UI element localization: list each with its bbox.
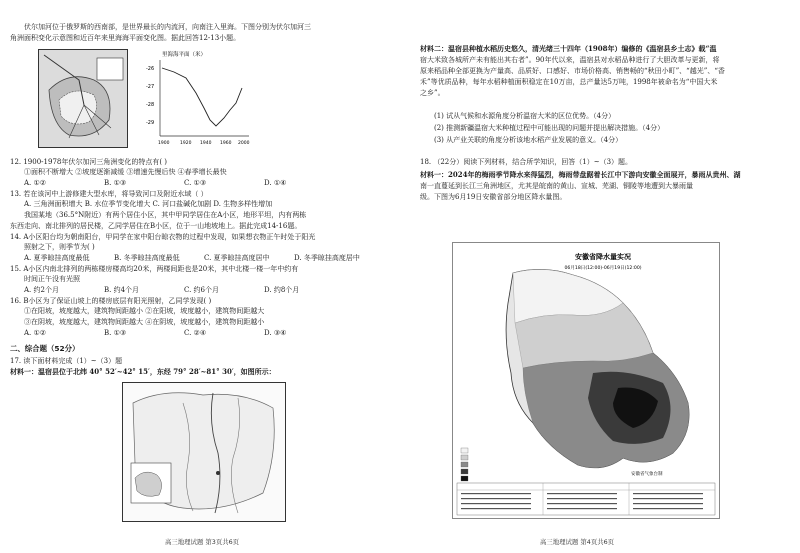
q13-stem: 13. 若在该河中上游修建大型水库，将导致河口及附近水域（ ）	[10, 190, 208, 198]
choice: A. ①②	[24, 179, 47, 187]
choice: C. 夏季晾挂高度居中	[204, 254, 270, 262]
choice: D. ①④	[264, 179, 287, 187]
q14-stem-2: 照射之下，则季节为( )	[24, 243, 95, 251]
q16-opts-2: ③在阴坡，坡度越大，建筑物间距越大 ④在阴坡，坡度越小，建筑物间距越小	[24, 318, 265, 326]
q12-choices	[10, 178, 395, 188]
q13-context-2: 东西走向、南北排列的居民楼，乙同学居住在B小区，位于一山地坡地上。据此完成14-16题。	[10, 222, 302, 230]
map-credit: 安徽省气象台制	[631, 472, 663, 477]
q13-context-1: 我国某地（36.5°N附近）有两个居住小区，其中甲同学居住在A小区，地形平坦，内有两栋	[24, 211, 307, 219]
mat2-line-2: 宿大米致各城所产未有能出其右者”。90年代以来，温宿县对水稻品种进行了大胆改革与更新，将	[420, 56, 720, 64]
sea-level-chart	[144, 48, 254, 148]
choice: B. ①③	[104, 179, 127, 187]
q17-sub-2: (2) 推测新疆温宿大米种植过程中可能出现的问题并提出解决措施。（4分）	[434, 124, 665, 132]
q18-mat1-line-2: 南一直蔓延到长江三角洲地区，尤其是皖南的黄山、宣城、芜湖、铜陵等地遭到大暴雨量	[420, 182, 693, 190]
svg-text:-26: -26	[146, 66, 155, 72]
volga-delta-map	[38, 49, 128, 148]
map-subtitle: 06月18日(12:00)-06月19日(12:00)	[564, 266, 642, 271]
choice: C. 约6个月	[184, 286, 220, 294]
choice: C. ①③	[184, 179, 207, 187]
chart-title: 里海海平面（米）	[162, 52, 207, 58]
choice: D. 约8个月	[264, 286, 300, 294]
page-footer-right: 高三地理试题 第4页共6页	[540, 537, 615, 546]
map-legend	[461, 448, 468, 481]
q17-stem: 17. 读下面材料完成（1）~（3）题	[10, 357, 123, 365]
q18-mat1-line-1: 材料一：2024年的梅雨季节降水来得猛烈，梅雨带盘踞着长江中下游向安徽全面展开，暴雨从贵州、湖	[420, 170, 741, 179]
stats-table	[457, 483, 715, 515]
page-footer-left: 高三地理试题 第3页共6页	[165, 537, 240, 546]
left-page	[10, 0, 395, 553]
q13-options: A. 三角洲面积增大 B. 水位季节变化增大 C. 河口盐碱化加剧 D. 生物多样性增加	[24, 200, 273, 208]
svg-text:-28: -28	[146, 102, 155, 108]
q15-choices	[10, 285, 395, 295]
choice: A. 约2个月	[24, 286, 59, 294]
choice: A. ①②	[24, 329, 47, 337]
right-page	[420, 0, 792, 553]
svg-text:1940: 1940	[200, 141, 212, 146]
q16-stem: 16. B小区为了保证山坡上的楼房底层有阳光照射，乙同学发现( )	[10, 297, 212, 305]
intro-line-1: 伏尔加河位于俄罗斯的西南部，是世界最长的内流河，向南注入里海。下图分别为伏尔加河三	[24, 23, 311, 31]
q12-stem: 12. 1900-1978年伏尔加河三角洲变化的特点有( )	[10, 158, 168, 166]
q14-choices	[10, 253, 395, 263]
anhui-precip-map	[452, 242, 720, 519]
q16-choices	[10, 328, 395, 338]
q15-stem-2: 时间正午没有光照	[24, 275, 80, 283]
svg-text:1960: 1960	[220, 141, 232, 146]
mat2-line-3: 原来稻品种全部更换为产量高、品质好、口感好、市场价格高、销售畅的“秋田小町”、“越光”、“香	[420, 67, 725, 75]
svg-text:1920: 1920	[180, 141, 192, 146]
svg-text:-27: -27	[146, 84, 155, 90]
choice: D. ③④	[264, 329, 287, 337]
choice: C. ②④	[184, 329, 207, 337]
q18-stem: 18. （22分）阅读下列材料，结合所学知识，回答（1）~（3）题。	[420, 158, 633, 166]
q16-opts-1: ①在阳坡，坡度越大，建筑物间距越小 ②在阳坡，坡度越小，建筑物间距越大	[24, 307, 265, 315]
choice: B. 约4个月	[104, 286, 140, 294]
svg-text:-29: -29	[146, 120, 155, 126]
mat2-line-4: 禾”等优质品种，每年水稻种植面积稳定在10万亩，总产量达5万吨，1998年被命名为“中国大米	[420, 78, 718, 86]
wensu-county-map	[122, 382, 286, 522]
svg-text:1900: 1900	[158, 141, 170, 146]
q14-stem: 14. A小区阳台均为朝南阳台，甲同学在家中阳台晾衣物的过程中发现，如果想衣物正午时处于阳光	[10, 233, 316, 241]
choice: B. 冬季晾挂高度最低	[114, 254, 180, 262]
choice: D. 冬季晾挂高度居中	[294, 254, 360, 262]
mat2-line-5: 之乡”。	[420, 89, 445, 97]
q17-sub-3: (3) 从产业关联的角度分析该地水稻产业发展的意义。（4分）	[434, 136, 623, 144]
choice: B. ①③	[104, 329, 127, 337]
intro-line-2: 角洲面积变化示意图和近百年来里海海平面变化图。据此回答12-13小题。	[10, 34, 241, 42]
q17-material-1: 材料一：温宿县位于北纬 40° 52′~42° 15′，东经 79° 28′~81° 30′，如图所示：	[10, 367, 276, 376]
q12-options: ①面积不断增大 ②坡度逐渐减缓 ③增速先慢后快 ④春季增长最快	[24, 168, 227, 176]
section-heading: 二、综合题（52分）	[10, 344, 80, 353]
svg-text:2000: 2000	[238, 141, 250, 146]
q15-stem: 15. A小区内南北排列的两栋楼房楼高均20米，两楼间距也是20米，其中北楼一楼一年中约有	[10, 265, 299, 273]
q18-mat1-line-3: 级。下图为6月19日安徽省部分地区降水量图。	[420, 193, 567, 201]
choice: A. 夏季晾挂高度最低	[24, 254, 90, 262]
mat2-line-1: 材料二：温宿县种植水稻历史悠久，清光绪三十四年（1908年）编修的《温宿县乡土志》载“温	[420, 44, 717, 53]
q17-sub-1: (1) 试从气候和水源角度分析温宿大米的区位优势。（4分）	[434, 112, 616, 120]
map-title: 安徽省降水量实况	[575, 253, 631, 261]
